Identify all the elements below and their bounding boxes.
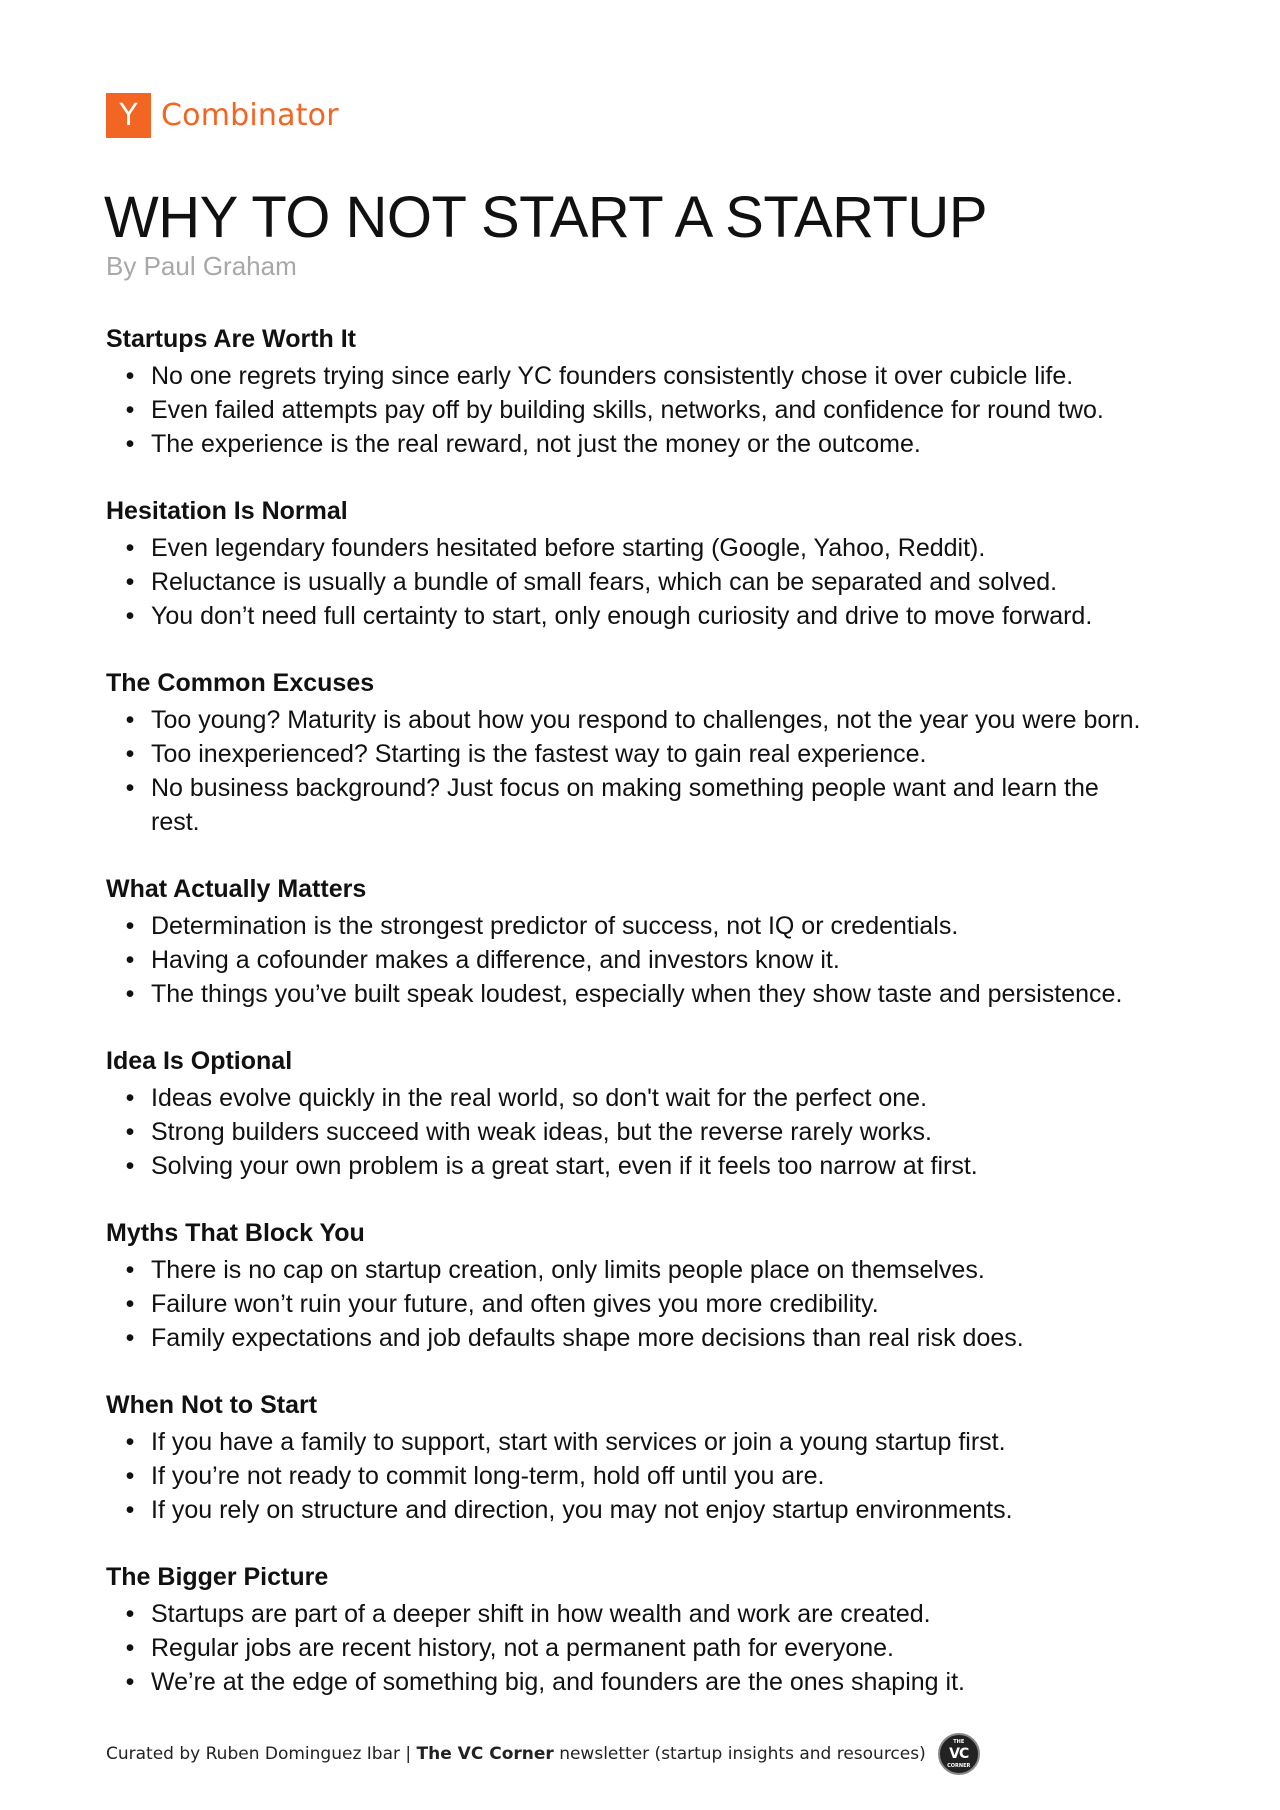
list-item: [106, 1459, 1226, 1493]
footer-suffix-text: newsletter (startup insights and resources): [553, 1744, 926, 1764]
list-item-text: Ideas evolve quickly in the real world, so don't wait for the perfect one.: [151, 1084, 928, 1112]
list-item-text: No business background? Just focus on making something people want and learn the rest.: [151, 774, 1099, 836]
list-item: [106, 359, 1226, 393]
sections-container: [106, 322, 1226, 1732]
section-heading: Hesitation Is Normal: [106, 497, 348, 525]
list-item-text: The experience is the real reward, not just the money or the outcome.: [151, 430, 921, 458]
bullet-icon: •: [125, 1668, 135, 1696]
y-logo-mark: Y: [106, 93, 151, 138]
bullet-icon: •: [125, 1462, 135, 1490]
bullet-icon: •: [125, 1256, 135, 1284]
list-item-text: Failure won’t ruin your future, and often gives you more credibility.: [151, 1290, 879, 1318]
author-byline: By Paul Graham: [106, 251, 297, 281]
list-item-text: Having a cofounder makes a difference, and investors know it.: [151, 946, 840, 974]
footer-credit: [106, 1733, 980, 1775]
section: [106, 494, 1226, 633]
bullet-list: [106, 909, 1226, 1011]
section: [106, 1560, 1226, 1699]
list-item-text: There is no cap on startup creation, only limits people place on themselves.: [151, 1256, 985, 1284]
list-item: [106, 427, 1226, 461]
list-item-text: Determination is the strongest predictor of success, not IQ or credentials.: [151, 912, 959, 940]
list-item-text: The things you’ve built speak loudest, especially when they show taste and persistence.: [151, 980, 1123, 1008]
bullet-icon: •: [125, 1084, 135, 1112]
badge-bottom-text: CORNER: [947, 1763, 971, 1769]
list-item: [106, 1493, 1226, 1527]
list-item: [106, 1115, 1226, 1149]
list-item-text: If you’re not ready to commit long-term, hold off until you are.: [151, 1462, 825, 1490]
list-item-text: Reluctance is usually a bundle of small fears, which can be separated and solved.: [151, 568, 1058, 596]
list-item-text: Even failed attempts pay off by building skills, networks, and confidence for round two.: [151, 396, 1104, 424]
bullet-icon: •: [125, 1496, 135, 1524]
section-heading: The Common Excuses: [106, 669, 375, 697]
section: [106, 1044, 1226, 1183]
bullet-icon: •: [125, 706, 135, 734]
y-combinator-logo: [106, 93, 339, 138]
list-item-text: Regular jobs are recent history, not a permanent path for everyone.: [151, 1634, 895, 1662]
list-item-text: Family expectations and job defaults shape more decisions than real risk does.: [151, 1324, 1024, 1352]
bullet-icon: •: [125, 1324, 135, 1352]
bullet-icon: •: [125, 774, 135, 802]
bullet-icon: •: [125, 396, 135, 424]
bullet-icon: •: [125, 1634, 135, 1662]
section-heading: What Actually Matters: [106, 875, 367, 903]
bullet-icon: •: [125, 1600, 135, 1628]
section: [106, 322, 1226, 461]
bullet-icon: •: [125, 912, 135, 940]
list-item-text: If you rely on structure and direction, you may not enjoy startup environments.: [151, 1496, 1013, 1524]
bullet-icon: •: [125, 430, 135, 458]
list-item: [106, 771, 1151, 839]
section: [106, 666, 1226, 839]
badge-top-text: THE: [953, 1739, 965, 1745]
bullet-list: [106, 703, 1226, 839]
list-item: [106, 1149, 1226, 1183]
list-item: [106, 1081, 1226, 1115]
list-item: [106, 531, 1226, 565]
list-item: [106, 909, 1226, 943]
list-item-text: Too young? Maturity is about how you respond to challenges, not the year you were born.: [151, 706, 1141, 734]
bullet-list: [106, 1425, 1226, 1527]
list-item: [106, 1253, 1226, 1287]
bullet-icon: •: [125, 946, 135, 974]
list-item-text: Startups are part of a deeper shift in how wealth and work are created.: [151, 1600, 931, 1628]
bullet-list: [106, 1597, 1226, 1699]
list-item: [106, 1425, 1226, 1459]
section: [106, 1216, 1226, 1355]
list-item-text: We’re at the edge of something big, and founders are the ones shaping it.: [151, 1668, 965, 1696]
list-item: [106, 703, 1226, 737]
bullet-list: [106, 1253, 1226, 1355]
bullet-icon: •: [125, 1290, 135, 1318]
footer-curated-text: Curated by Ruben Dominguez Ibar |: [106, 1744, 417, 1764]
list-item: [106, 977, 1226, 1011]
list-item-text: Strong builders succeed with weak ideas, but the reverse rarely works.: [151, 1118, 932, 1146]
list-item: [106, 1665, 1226, 1699]
bullet-icon: •: [125, 362, 135, 390]
list-item-text: No one regrets trying since early YC founders consistently chose it over cubicle life.: [151, 362, 1074, 390]
bullet-list: [106, 359, 1226, 461]
list-item: [106, 599, 1226, 633]
bullet-icon: •: [125, 568, 135, 596]
badge-center-text: VC: [949, 1746, 969, 1762]
section: [106, 872, 1226, 1011]
list-item: [106, 943, 1226, 977]
logo-wordmark: Combinator: [161, 98, 339, 133]
list-item-text: Even legendary founders hesitated before starting (Google, Yahoo, Reddit).: [151, 534, 986, 562]
section-heading: The Bigger Picture: [106, 1563, 329, 1591]
list-item-text: Too inexperienced? Starting is the fastest way to gain real experience.: [151, 740, 927, 768]
bullet-icon: •: [125, 1152, 135, 1180]
list-item: [106, 393, 1226, 427]
bullet-list: [106, 531, 1226, 633]
bullet-icon: •: [125, 534, 135, 562]
list-item: [106, 1321, 1226, 1355]
section-heading: Myths That Block You: [106, 1219, 365, 1247]
bullet-icon: •: [125, 1428, 135, 1456]
list-item: [106, 1597, 1226, 1631]
list-item-text: Solving your own problem is a great start, even if it feels too narrow at first.: [151, 1152, 978, 1180]
page-title: WHY TO NOT START A STARTUP: [104, 185, 987, 250]
section-heading: Idea Is Optional: [106, 1047, 293, 1075]
list-item: [106, 1287, 1226, 1321]
bullet-icon: •: [125, 1118, 135, 1146]
list-item: [106, 565, 1226, 599]
list-item: [106, 1631, 1226, 1665]
list-item-text: You don’t need full certainty to start, only enough curiosity and drive to move forward.: [151, 602, 1093, 630]
footer-brand: The VC Corner: [416, 1744, 554, 1764]
section-heading: When Not to Start: [106, 1391, 318, 1419]
list-item: [106, 737, 1226, 771]
list-item-text: If you have a family to support, start with services or join a young startup first.: [151, 1428, 1006, 1456]
bullet-icon: •: [125, 602, 135, 630]
bullet-list: [106, 1081, 1226, 1183]
vc-corner-badge-icon: [938, 1733, 980, 1775]
bullet-icon: •: [125, 740, 135, 768]
section-heading: Startups Are Worth It: [106, 325, 357, 353]
bullet-icon: •: [125, 980, 135, 1008]
section: [106, 1388, 1226, 1527]
